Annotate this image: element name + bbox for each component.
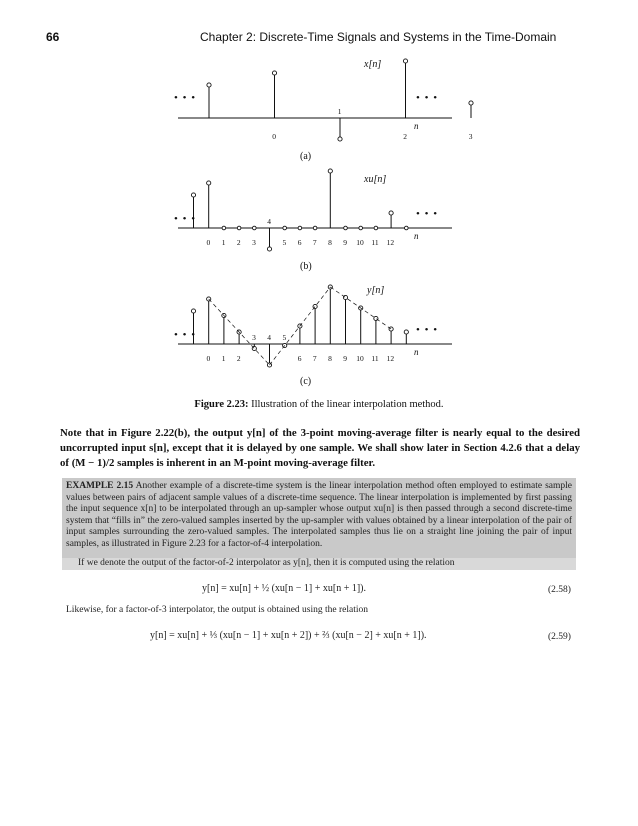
ellipsis-left: • • • — [174, 213, 197, 225]
tick-label: 5 — [282, 333, 287, 342]
example-likewise: Likewise, for a factor-of-3 interpolator, the output is obtained using the relation — [66, 605, 369, 615]
equation-number-2-58: (2.58) — [548, 585, 571, 595]
sample-point — [344, 226, 348, 230]
tick-label: 6 — [297, 354, 302, 363]
sample-point — [404, 330, 408, 334]
sample-point — [191, 193, 195, 197]
tick-label: 11 — [371, 238, 379, 247]
ellipsis-left: • • • — [174, 329, 197, 341]
tick-label: 4 — [267, 333, 272, 342]
tick-label: 2 — [403, 132, 408, 141]
example-lead-in: If we denote the output of the factor-of-2 interpolator as y[n], then it is computed using the relation — [78, 558, 455, 568]
panel-label: (c) — [300, 376, 312, 387]
sample-point — [207, 181, 211, 185]
sample-point — [267, 247, 271, 251]
signal-label: y[n] — [367, 285, 385, 296]
panel-c — [174, 285, 452, 387]
sample-point — [338, 137, 342, 141]
ellipsis-right: • • • — [416, 324, 439, 336]
axis-n-label: n — [414, 121, 419, 131]
sample-point — [469, 101, 473, 105]
tick-label: 10 — [356, 238, 364, 247]
tick-label: 3 — [252, 333, 256, 342]
sample-point — [328, 169, 332, 173]
tick-label: 2 — [236, 238, 241, 247]
tick-label: 7 — [312, 238, 317, 247]
sample-point — [405, 226, 409, 230]
sample-point — [359, 226, 363, 230]
tick-label: 10 — [356, 354, 364, 363]
tick-label: 0 — [272, 132, 277, 141]
sample-point — [191, 309, 195, 313]
tick-label: 4 — [267, 217, 272, 226]
caption-text: Illustration of the linear interpolation method. — [251, 399, 444, 410]
tick-label: 8 — [328, 354, 332, 363]
ellipsis-right: • • • — [416, 208, 439, 220]
example-2-15 — [66, 481, 572, 551]
tick-label: 12 — [386, 354, 395, 363]
axis-n-label: n — [414, 231, 419, 241]
equation-2-58: y[n] = xu[n] + ½ (xu[n − 1] + xu[n + 1]). — [202, 583, 366, 594]
tick-label: 3 — [252, 238, 256, 247]
tick-label: 9 — [343, 354, 348, 363]
panel-b — [174, 169, 452, 272]
axis-n-label: n — [414, 347, 419, 357]
sample-point — [374, 316, 378, 320]
signal-label: xu[n] — [364, 174, 387, 185]
sample-point — [237, 226, 241, 230]
sample-point — [298, 226, 302, 230]
panel-label: (a) — [300, 151, 312, 162]
tick-label: 6 — [297, 238, 302, 247]
body-paragraph: Note that in Figure 2.22(b), the output y[n] of the 3-point moving-average filter is nearly equal to the desired uncorrupted input s[n], except that it is delayed by one sample. We shall show later in Section 4.2.6 that a delay of (M − 1)/2 samples is inherent in an M-point moving-average filter. — [60, 427, 580, 469]
ellipsis-right: • • • — [416, 92, 439, 104]
ellipsis-left: • • • — [174, 92, 197, 104]
panel-label: (b) — [300, 261, 312, 272]
tick-label: 1 — [337, 107, 342, 116]
tick-label: 0 — [206, 354, 211, 363]
tick-label: 8 — [328, 238, 332, 247]
sample-point — [283, 226, 287, 230]
running-header: Chapter 2: Discrete-Time Signals and Systems in the Time-Domain — [200, 30, 557, 44]
tick-label: 5 — [282, 238, 287, 247]
caption-label: Figure 2.23: — [194, 399, 249, 410]
sample-point — [313, 226, 317, 230]
equation-number-2-59: (2.59) — [548, 632, 571, 642]
sample-point — [389, 211, 393, 215]
tick-label: 1 — [221, 238, 226, 247]
sample-point — [272, 71, 276, 75]
tick-label: 1 — [221, 354, 226, 363]
panel-a — [174, 59, 473, 162]
sample-point — [207, 83, 211, 87]
tick-label: 3 — [468, 132, 473, 141]
tick-label: 7 — [312, 354, 317, 363]
sample-point — [222, 226, 226, 230]
sample-point — [253, 226, 257, 230]
figure-2-23 — [0, 0, 638, 400]
example-text: Another example of a discrete-time system is the linear interpolation method often employed to estimate sample values between pairs of adjacent sample values of a discrete-time sequence. The linear interpolation is implemented by first passing the input sequence x[n] to be interpolated through an up-sampler whose output xu[n] is then passed through a second discrete-time system that “fills in” the zero-valued samples inserted by the up-sampler with values obtained by a linear interpolation of the pair of input samples surrounding the zero-valued samples. The interpolated samples thus lie on a straight line joining the pair of input samples, as illustrated in Figure 2.23 for a factor-of-4 interpolation. — [66, 481, 573, 549]
tick-label: 11 — [371, 354, 379, 363]
example-label: EXAMPLE 2.15 — [66, 481, 134, 491]
tick-label: 12 — [386, 238, 395, 247]
tick-label: 9 — [343, 238, 348, 247]
tick-label: 2 — [236, 354, 241, 363]
tick-label: 0 — [206, 238, 211, 247]
signal-label: x[n] — [364, 59, 382, 70]
figure-caption — [0, 399, 638, 410]
sample-point — [403, 59, 407, 63]
page-number: 66 — [46, 30, 60, 44]
sample-point — [343, 295, 347, 299]
sample-point — [374, 226, 378, 230]
equation-2-59: y[n] = xu[n] + ⅓ (xu[n − 1] + xu[n + 2]) + ⅔ (xu[n − 2] + xu[n + 1]). — [150, 630, 427, 641]
